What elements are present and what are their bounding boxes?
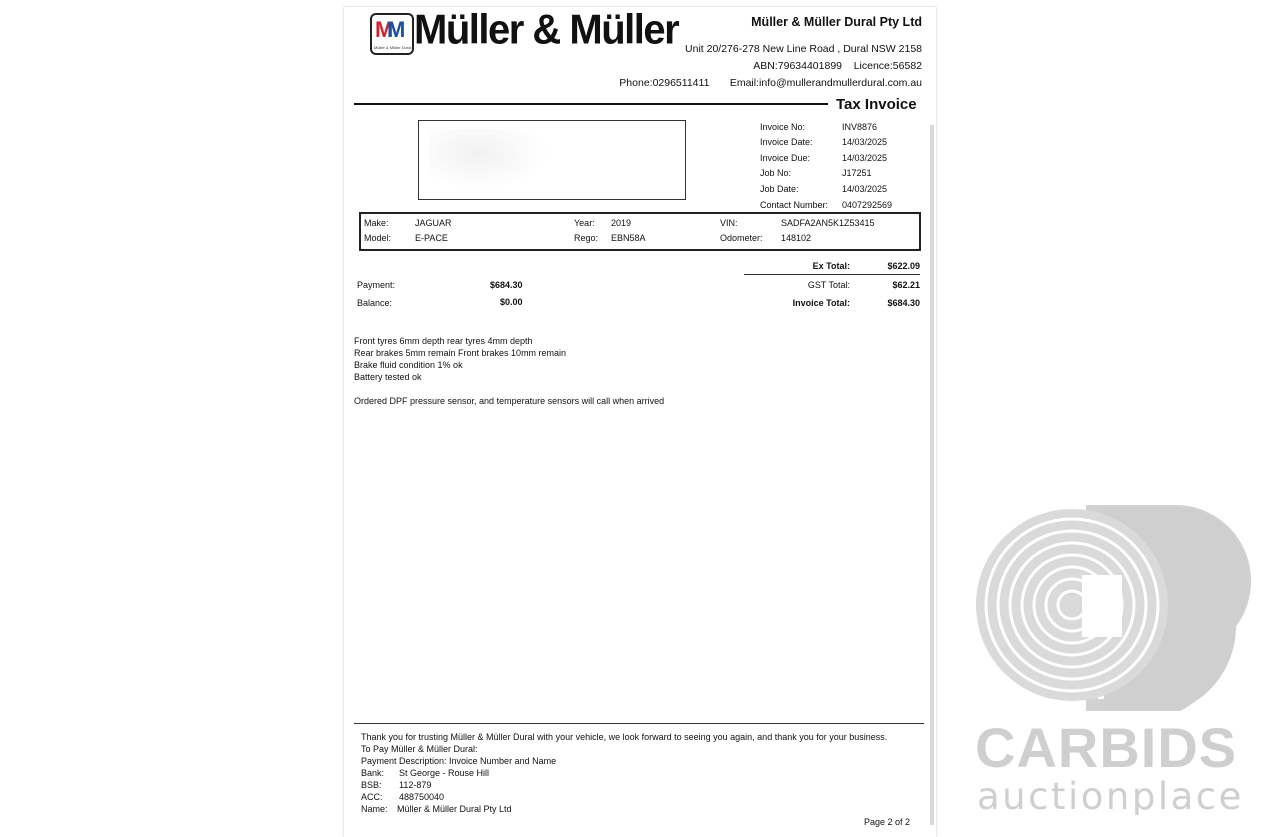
vehicle-model-label: Model: bbox=[364, 233, 392, 243]
vehicle-details-box bbox=[359, 212, 921, 251]
vehicle-rego: EBN58A bbox=[611, 233, 646, 243]
footer-name-label: Name: bbox=[361, 804, 388, 814]
carbids-watermark bbox=[974, 505, 1256, 815]
company-abn-licence bbox=[753, 60, 922, 72]
vehicle-make-label: Make: bbox=[364, 218, 389, 228]
logo-letter-m-blue: M bbox=[387, 17, 403, 42]
scrollbar[interactable] bbox=[930, 125, 934, 825]
company-name: Müller & Müller Dural Pty Ltd bbox=[751, 15, 922, 29]
redacted-address bbox=[429, 129, 549, 189]
balance-value: $0.00 bbox=[500, 297, 523, 307]
note-line: Ordered DPF pressure sensor, and temperature sensors will call when arrived bbox=[354, 396, 665, 406]
meta-value: 14/03/2025 bbox=[842, 137, 888, 147]
invoice-total-value: $684.30 bbox=[887, 298, 920, 308]
footer-bank: St George - Rouse Hill bbox=[399, 768, 490, 778]
footer-bank-label: Bank: bbox=[361, 768, 385, 778]
logo-letter-m-red: M bbox=[375, 17, 391, 42]
gst-total-value: $62.21 bbox=[892, 280, 920, 290]
logo-small-text: Müller & Müller Dural bbox=[374, 45, 412, 50]
meta-value: 14/03/2025 bbox=[842, 184, 888, 194]
meta-label: Invoice No: bbox=[760, 122, 806, 132]
footer-thanks: Thank you for trusting Müller & Müller Dural with your vehicle, we look forward to seeing you again, and thank you for your business. bbox=[361, 732, 888, 742]
vehicle-odometer: 148102 bbox=[781, 233, 812, 243]
vehicle-rego-label: Rego: bbox=[574, 233, 599, 243]
customer-address-box bbox=[418, 120, 686, 200]
vehicle-model: E-PACE bbox=[415, 233, 448, 243]
note-line: Brake fluid condition 1% ok bbox=[354, 360, 463, 370]
company-email: Email:info@mullerandmullerdural.com.au bbox=[729, 77, 922, 89]
meta-value: J17251 bbox=[842, 168, 872, 178]
footer-acc-label: ACC: bbox=[361, 792, 383, 802]
totals-divider bbox=[744, 274, 920, 275]
meta-value: INV8876 bbox=[842, 122, 878, 132]
footer-divider bbox=[354, 723, 924, 724]
company-address: Unit 20/276-278 New Line Road , Dural NSW 2158 bbox=[685, 43, 922, 55]
document-title: Tax Invoice bbox=[836, 96, 917, 113]
watermark-sub: auctionplace bbox=[977, 775, 1244, 815]
vehicle-year: 2019 bbox=[611, 218, 632, 228]
company-contact bbox=[619, 77, 922, 89]
meta-label: Invoice Date: bbox=[760, 137, 813, 147]
carbids-logo-icon bbox=[974, 505, 1256, 815]
vehicle-odometer-label: Odometer: bbox=[720, 233, 763, 243]
company-licence: Licence:56582 bbox=[853, 60, 922, 72]
meta-value: 14/03/2025 bbox=[842, 153, 888, 163]
footer-bsb-label: BSB: bbox=[361, 780, 382, 790]
footer-name: Müller & Müller Dural Pty Ltd bbox=[397, 804, 512, 814]
note-line: Battery tested ok bbox=[354, 372, 422, 382]
note-line: Front tyres 6mm depth rear tyres 4mm depth bbox=[354, 336, 533, 346]
header-divider bbox=[354, 103, 828, 105]
vehicle-vin: SADFA2AN5K1Z53415 bbox=[781, 218, 875, 228]
payment-value: $684.30 bbox=[490, 280, 523, 290]
ex-total-label: Ex Total: bbox=[812, 261, 850, 271]
footer-bsb: 112-879 bbox=[399, 780, 432, 790]
meta-label: Job Date: bbox=[760, 184, 799, 194]
meta-label: Invoice Due: bbox=[760, 153, 811, 163]
page-number: Page 2 of 2 bbox=[864, 817, 911, 827]
footer-to-pay: To Pay Müller & Müller Dural: bbox=[361, 744, 478, 754]
note-line: Rear brakes 5mm remain Front brakes 10mm remain bbox=[354, 348, 567, 358]
invoice-total-label: Invoice Total: bbox=[792, 298, 850, 308]
meta-label: Contact Number: bbox=[760, 200, 829, 210]
company-logo-wordmark: Müller & Müller bbox=[414, 6, 679, 54]
vehicle-make: JAGUAR bbox=[415, 218, 452, 228]
invoice-page bbox=[344, 7, 936, 837]
meta-label: Job No: bbox=[760, 168, 792, 178]
vehicle-vin-label: VIN: bbox=[720, 218, 738, 228]
company-logo-mark bbox=[370, 13, 414, 55]
company-phone: Phone:0296511411 bbox=[619, 77, 710, 89]
meta-value: 0407292569 bbox=[842, 200, 893, 210]
gst-total-label: GST Total: bbox=[807, 280, 850, 290]
footer-payment-description: Payment Description: Invoice Number and Name bbox=[361, 756, 557, 766]
vehicle-year-label: Year: bbox=[574, 218, 595, 228]
footer-acc: 488750040 bbox=[399, 792, 445, 802]
balance-label: Balance: bbox=[357, 298, 393, 308]
payment-label: Payment: bbox=[357, 280, 396, 290]
company-abn: ABN:79634401899 bbox=[753, 60, 843, 72]
ex-total-value: $622.09 bbox=[887, 261, 920, 271]
watermark-word: CARBIDS bbox=[975, 716, 1238, 779]
